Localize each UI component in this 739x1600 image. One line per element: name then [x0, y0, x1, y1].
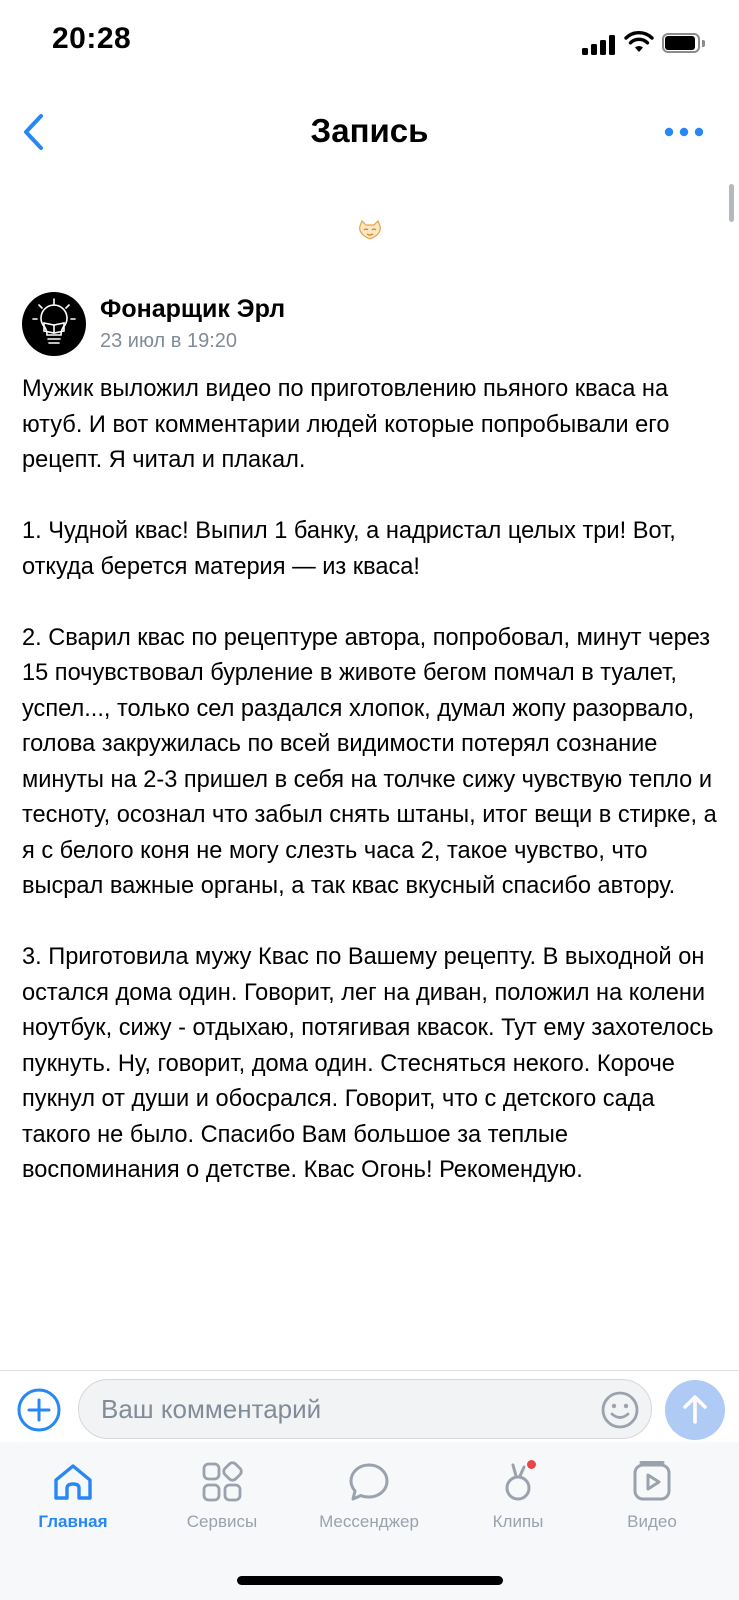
tab-video[interactable]	[577, 1460, 727, 1532]
notification-dot	[527, 1460, 536, 1469]
battery-icon	[662, 33, 706, 55]
services-icon	[200, 1460, 244, 1504]
tab-video-label: Видео	[627, 1512, 677, 1531]
tab-messenger-label: Мессенджер	[319, 1512, 419, 1531]
tab-clips[interactable]	[443, 1460, 593, 1532]
send-button[interactable]	[665, 1380, 725, 1440]
tab-clips-label: Клипы	[492, 1512, 544, 1531]
arrow-up-icon	[665, 1380, 725, 1440]
wifi-icon	[624, 30, 654, 54]
author-name[interactable]: Фонарщик Эрл	[100, 295, 286, 323]
tab-messenger[interactable]	[294, 1460, 444, 1532]
video-icon	[630, 1460, 674, 1504]
more-options-icon[interactable]	[662, 118, 706, 146]
messenger-icon	[347, 1460, 391, 1504]
lantern-logo-icon	[22, 292, 86, 356]
cat-face-icon	[357, 219, 383, 241]
post-date: 23 июл в 19:20	[100, 330, 237, 352]
home-indicator	[237, 1576, 503, 1585]
status-time: 20:28	[52, 22, 132, 55]
post-text: Мужик выложил видео по приготовлению пьяного кваса на ютуб. И вот комментарии людей которые попробывали его рецепт. Я читал и плакал. 1. Чудной квас! Выпил 1 банку, а надристал целых три! Вот, откуда берется материя — из кваса! 2. Сварил квас по рецептуре автора, попробовал, минут через 15 почувствовал бурление в животе бегом помчал в туалет, успел..., только сел раздался хлопок, думал жопу разорвало, голова закружилась по всей видимости потерял сознание минуты на 2-3 пришел в себя на толчке сижу чувствую тепло и тесноту, осознал что забыл снять штаны, итог вещи в стирке, а я с белого коня не могу слезть часа 2, такое чувство, что высрал важные органы, а так квас вкусный спасибо автору. 3. Приготовила мужу Квас по Вашему рецепту. В выходной он остался дома один. Говорит, лег на диван, положил на колени ноутбук, сижу - отдыхаю, потягивая квасок. Тут ему захотелось пукнуть. Ну, говорит, дома один. Стесняться некого. Короче пукнул от души и обосрался. Говорит, что с детского сада такого не было. Спасибо Вам большое за теплые воспоминания о детстве. Квас Огонь! Рекомендую.	[22, 376, 717, 1183]
tab-home[interactable]	[0, 1460, 148, 1532]
tab-services-label: Сервисы	[186, 1512, 258, 1531]
divider	[0, 1370, 739, 1371]
cellular-signal-icon	[582, 35, 616, 55]
add-attachment-button[interactable]	[16, 1387, 62, 1433]
scrollbar[interactable]	[729, 184, 734, 222]
page-title: Запись	[310, 112, 429, 149]
tab-services[interactable]	[147, 1460, 297, 1532]
home-icon	[51, 1460, 95, 1504]
emoji-smile-icon[interactable]	[600, 1390, 640, 1430]
comment-input[interactable]	[78, 1379, 652, 1439]
avatar[interactable]	[22, 292, 86, 356]
tab-home-label: Главная	[38, 1512, 108, 1531]
